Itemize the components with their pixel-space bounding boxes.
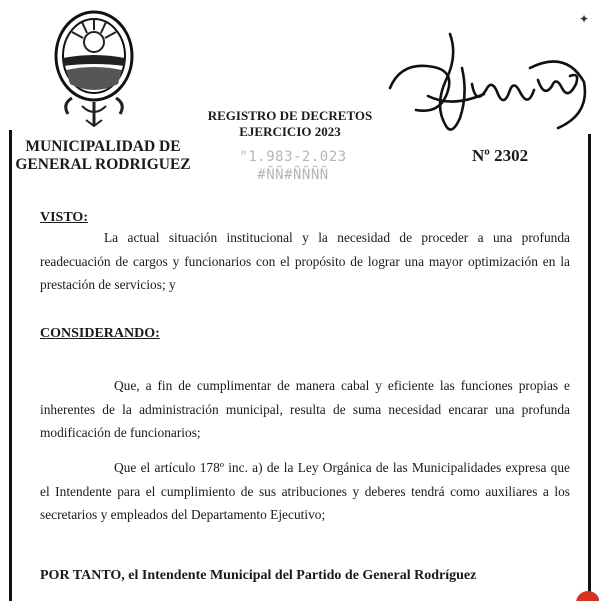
por-tanto-label: POR TANTO bbox=[40, 568, 122, 583]
stamp-line-1: "1.983-2.023 bbox=[239, 149, 347, 165]
visto-paragraph: La actual situación institucional y la necesidad de proceder a una profunda readecuación de cargos y funcionarios con el propósito de lograr una mayor optimización en la prestación de servicios; y bbox=[40, 230, 570, 292]
corner-mark-icon: ✦ bbox=[579, 12, 590, 26]
left-margin-line bbox=[9, 130, 12, 601]
registry-line-1: REGISTRO DE DECRETOS bbox=[207, 108, 373, 123]
por-tanto-line bbox=[40, 568, 476, 584]
municipality-line-1: MUNICIPALIDAD DE bbox=[25, 138, 181, 155]
right-margin-line bbox=[588, 134, 591, 601]
considerando-paragraph-1: Que, a fin de cumplimentar de manera cabal y eficiente las funciones propias e inherentes de la administración municipal, resulta de suma necesidad encarar una profunda modificación de funcionarios; bbox=[40, 378, 570, 440]
decree-registry bbox=[200, 108, 380, 140]
visto-heading: VISTO: bbox=[40, 210, 88, 225]
por-tanto-text: , el Intendente Municipal del Partido de General Rodríguez bbox=[121, 568, 477, 583]
red-marker-icon bbox=[576, 591, 599, 601]
considerando-heading: CONSIDERANDO: bbox=[40, 326, 160, 341]
municipality-name bbox=[8, 138, 198, 174]
handwritten-signature bbox=[380, 28, 590, 140]
registry-line-2: EJERCICIO 2023 bbox=[239, 124, 341, 139]
municipality-line-2: GENERAL RODRIGUEZ bbox=[15, 156, 191, 173]
municipal-seal-icon bbox=[52, 6, 136, 130]
stamp-line-2: #ÑÑ#ÑÑÑÑ bbox=[257, 167, 329, 183]
decree-number: Nº 2302 bbox=[472, 146, 529, 165]
faded-stamp bbox=[218, 148, 368, 184]
considerando-paragraph-2: Que el artículo 178º inc. a) de la Ley Orgánica de las Municipalidades expresa que el Intendente para el cumplimiento de sus atribuciones y deberes tendrá como auxiliares a los secretarios y empleados del Departamento Ejecutivo; bbox=[40, 460, 570, 522]
